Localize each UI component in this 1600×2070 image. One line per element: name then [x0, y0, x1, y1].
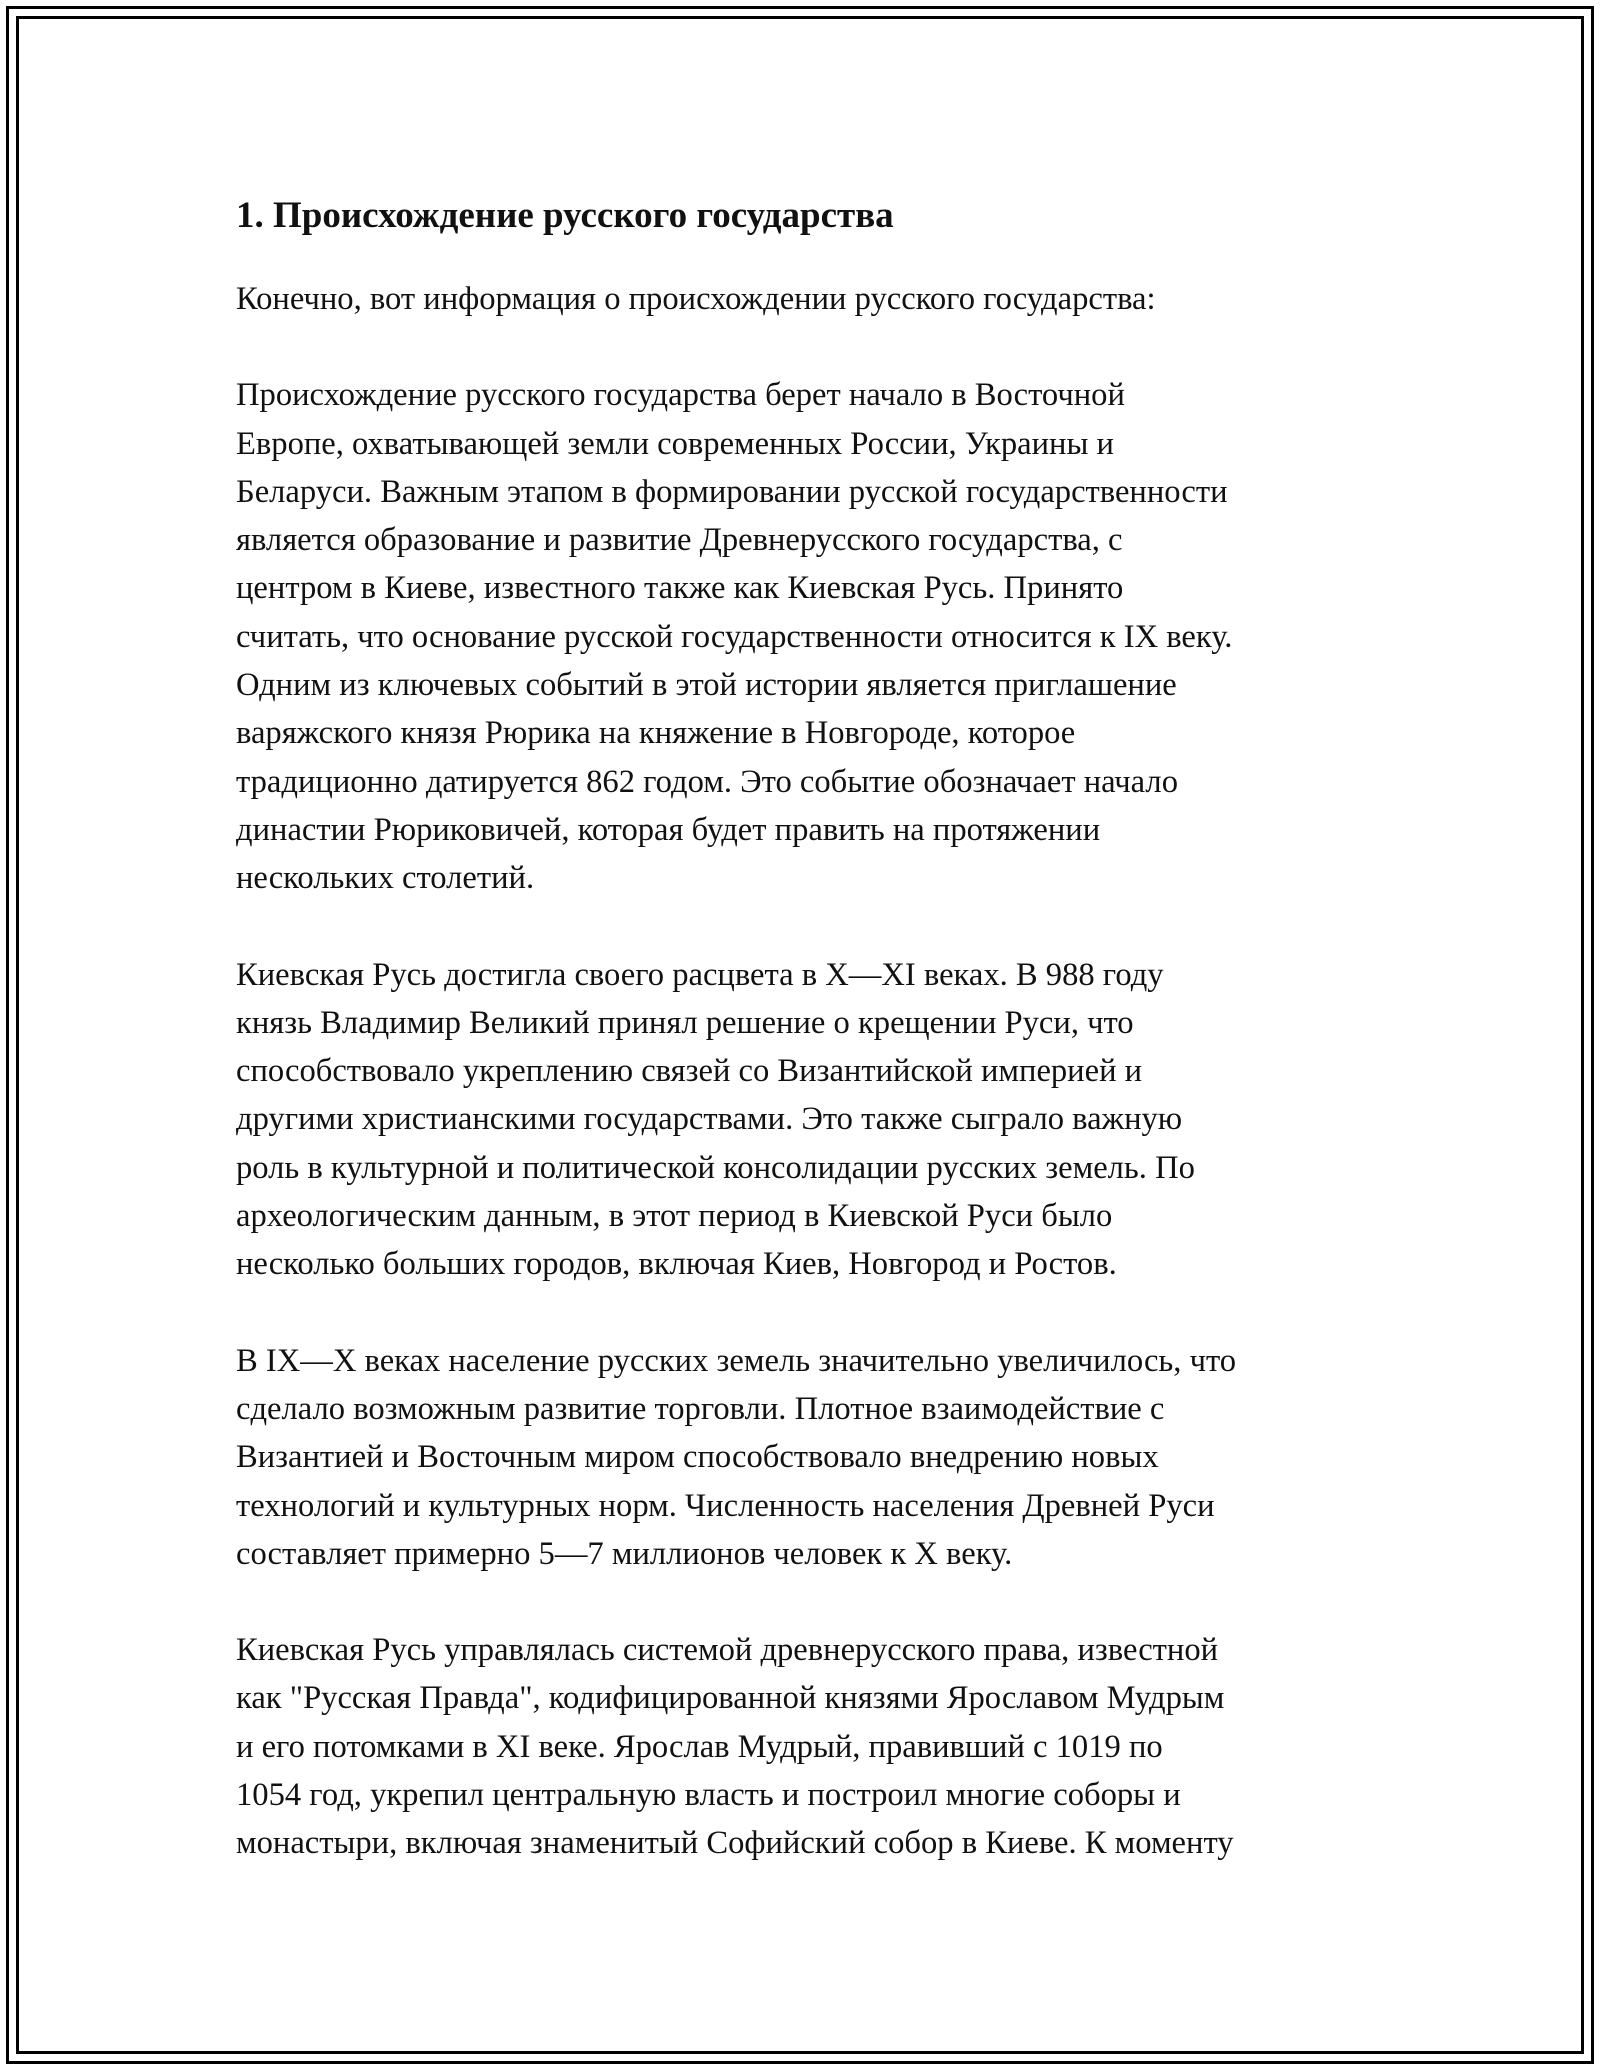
text-line: сделало возможным развитие торговли. Плотное взаимодействие с — [236, 1390, 1165, 1427]
text-line: традиционно датируется 862 годом. Это событие обозначает начало — [236, 763, 1178, 800]
text-line: как "Русская Правда", кодифицированной князями Ярославом Мудрым — [236, 1680, 1225, 1717]
paragraph — [236, 951, 1366, 1289]
text-line: Киевская Русь достигла своего расцвета в X—XI веках. В 988 году — [236, 956, 1164, 993]
text-line: археологическим данным, в этот период в Киевской Руси было — [236, 1198, 1113, 1235]
text-line: монастыри, включая знаменитый Софийский собор в Киеве. К моменту — [236, 1825, 1234, 1862]
text-line: Происхождение русского государства берет начало в Восточной — [236, 377, 1125, 414]
text-line: составляет примерно 5—7 миллионов человек к X веку. — [236, 1535, 1013, 1572]
paragraph — [236, 1626, 1366, 1867]
section-heading: 1. Происхождение русского государства — [236, 195, 894, 236]
text-line: В IX—X веках население русских земель значительно увеличилось, что — [236, 1342, 1237, 1379]
text-line: центром в Киеве, известного также как Киевская Русь. Принято — [236, 570, 1124, 607]
text-line: князь Владимир Великий принял решение о крещении Руси, что — [236, 1004, 1134, 1041]
text-line: 1054 год, укрепил центральную власть и построил многие соборы и — [236, 1777, 1181, 1814]
text-line: Конечно, вот информация о происхождении русского государства: — [236, 281, 1156, 317]
text-line: варяжского князя Рюрика на княжение в Новгороде, которое — [236, 715, 1076, 752]
paragraph — [236, 275, 1366, 323]
text-line: Европе, охватывающей земли современных России, Украины и — [236, 425, 1114, 462]
text-line: роль в культурной и политической консолидации русских земель. По — [236, 1149, 1195, 1186]
paragraph — [236, 371, 1366, 902]
text-line: несколько больших городов, включая Киев, Новгород и Ростов. — [236, 1246, 1117, 1283]
text-line: способствовало укреплению связей со Византийской империей и — [236, 1053, 1143, 1090]
text-line: и его потомками в XI веке. Ярослав Мудрый, правивший с 1019 по — [236, 1728, 1163, 1765]
text-line: другими христианскими государствами. Это также сыграло важную — [236, 1101, 1183, 1138]
text-line: Беларуси. Важным этапом в формировании русской государственности — [236, 473, 1228, 510]
text-line: является образование и развитие Древнерусского государства, с — [236, 522, 1123, 559]
text-line: Византией и Восточным миром способствовало внедрению новых — [236, 1439, 1159, 1476]
text-line: технологий и культурных норм. Численность населения Древней Руси — [236, 1487, 1215, 1524]
paragraph-list — [236, 275, 1366, 1868]
text-line: Киевская Русь управлялась системой древнерусского права, известной — [236, 1632, 1219, 1669]
paragraph — [236, 1337, 1366, 1578]
text-line: династии Рюриковичей, которая будет править на протяжении — [236, 811, 1101, 848]
text-line: нескольких столетий. — [236, 860, 535, 897]
text-line: считать, что основание русской государственности относится к IX веку. — [236, 618, 1233, 655]
text-line: Одним из ключевых событий в этой истории является приглашение — [236, 667, 1177, 704]
document-body — [236, 188, 1366, 1916]
